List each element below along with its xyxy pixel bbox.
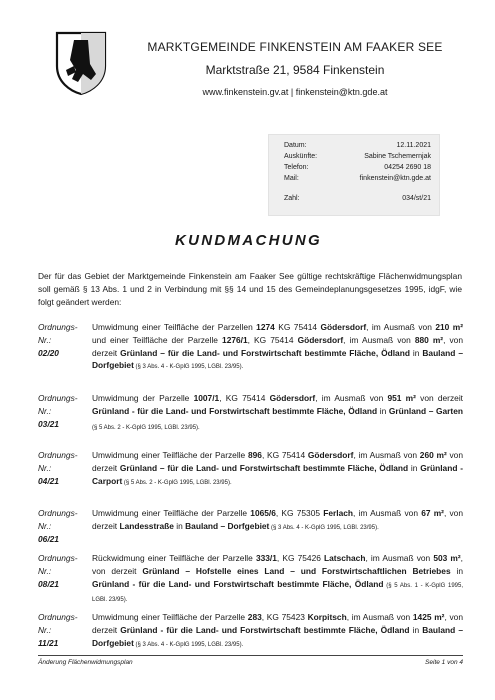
text-run: Umwidmung einer Teilfläche der Parzellen [92,322,257,332]
entry-label [38,449,88,487]
entry-label [38,321,88,359]
text-run: , im Ausmaß von [353,450,420,460]
text-run: Umwidmung der Parzelle [92,393,194,403]
footer-page-number: Seite 1 von 4 [425,659,463,666]
bold-term: Bauland – Dorfgebiet [92,624,463,648]
coat-of-arms-logo [54,30,108,96]
mail-label: Mail: [284,175,299,182]
entry-number: 02/20 [38,347,59,358]
info-row-telefon [269,164,439,174]
entry-label-text: Ordnungs-Nr.: [38,612,78,635]
intro-paragraph: Der für das Gebiet der Marktgemeinde Finkenstein am Faaker See gültige rechtskräftige Flächenwidmungsplan soll gemäß § 13 Abs. 1 und 2 in Verbindung mit §§ 14 und 15 des Gemeindeplanungsgesetzes 1995, idgF, wie folgt geändert werden: [38,271,462,307]
bold-term: Landesstraße [119,520,174,531]
entry-label-text: Ordnungs-Nr.: [38,322,78,345]
bold-term: Ferlach [323,508,354,518]
entry-text [92,507,463,535]
reference-info-box [268,134,440,216]
bold-term: 880 m² [414,334,444,345]
text-run: , KG 75426 [276,553,325,563]
info-row-mail [269,175,439,185]
entry-number: 06/21 [38,533,59,544]
bold-term: Bauland – Dorfgebiet [92,347,463,371]
text-run: Rückwidmung einer Teilfläche der Parzelle [92,553,256,563]
entry-label [38,392,88,430]
entry-text [92,611,463,651]
municipality-name: MARKTGEMEINDE FINKENSTEIN AM FAAKER SEE [147,40,443,54]
bold-term: Grünland – für die Land- und Forstwirtschaft bestimmte Fläche, Ödland [119,462,409,473]
text-run: , KG 75414 [261,450,308,460]
zahl-value: 034/st/21 [402,195,431,202]
bold-term: Grünland - Carport [92,462,463,486]
entry-number: 11/21 [38,637,59,648]
text-run: , im Ausmaß von [366,322,436,332]
info-row-auskunft [269,153,439,163]
entry-text [92,552,463,607]
entry-label-text: Ordnungs-Nr.: [38,508,78,531]
entry-number: 08/21 [38,578,59,589]
bold-term: Grünland – Garten [388,405,463,416]
entry-label-text: Ordnungs-Nr.: [38,553,78,576]
entry-number: 04/21 [38,475,59,486]
text-run: in [450,565,463,576]
bold-term: Grünland - für die Land- und Forstwirtschaft bestimmte Fläche, Ödland [92,578,384,589]
text-run: Umwidmung einer Teilfläche der Parzelle [92,450,248,460]
text-run: in [408,462,421,473]
bold-term: Gödersdorf [269,393,316,403]
bold-term: Gödersdorf [297,334,344,345]
text-run: , KG 75305 [275,508,324,518]
text-run: , KG 75414 [219,393,270,403]
bold-term: 1274 [256,322,275,332]
text-run: , KG 75414 [247,334,298,345]
auskunft-value: Sabine Tschemernjak [364,153,431,160]
bold-term: Grünland – Hofstelle eines Land – und Forstwirtschaftlichen Betriebes [142,565,451,576]
bold-term: Gödersdorf [307,450,354,460]
legal-reference: (§ 5 Abs. 2 - K-GplG 1995, LGBl. 23/95). [92,424,200,431]
entry-text [92,392,463,434]
text-run: , im Ausmaß von [353,508,422,518]
auskunft-label: Auskünfte: [284,153,318,160]
bold-term: Korpitsch [307,612,347,622]
text-run: , von derzeit [92,508,463,531]
text-run: , von derzeit [92,334,463,358]
text-run: in [377,405,389,416]
text-run: , im Ausmaß von [365,553,434,563]
telefon-label: Telefon: [284,164,309,171]
text-run: und einer Teilfläche der Parzelle [92,334,223,345]
bold-term: 67 m² [421,508,444,518]
entry-label [38,507,88,545]
datum-label: Datum: [284,142,307,149]
mail-value: finkenstein@ktn.gde.at [359,175,431,182]
info-row-zahl [269,195,439,205]
text-run: , im Ausmaß von [315,393,388,403]
bold-term: Gödersdorf [320,322,367,332]
municipality-address: Marktstraße 21, 9584 Finkenstein [205,63,385,77]
bold-term: Grünland - für die Land- und Forstwirtschaft bestimmte Fläche, Ödland [120,624,410,635]
info-row-datum [269,142,439,152]
text-run: in [409,624,423,635]
bold-term: 1007/1 [193,393,220,403]
text-run: , KG 75423 [261,612,308,622]
datum-value: 12.11.2021 [396,142,431,149]
entry-number: 03/21 [38,418,59,429]
bold-term: 210 m² [435,322,463,332]
legal-reference: (§ 3 Abs. 4 - K-GplG 1995, LGBl. 23/95). [133,641,244,648]
footer-document-name: Änderung Flächenwidmungsplan [38,659,133,666]
text-run: , im Ausmaß von [343,334,415,345]
bold-term: 1065/6 [250,508,276,518]
legal-reference: (§ 3 Abs. 4 - K-GplG 1995, LGBl. 23/95). [269,524,379,531]
bold-term: 283 [247,612,262,622]
bold-term: 503 m² [433,553,461,563]
bold-term: 260 m² [419,450,447,460]
text-run: von derzeit [92,450,463,473]
text-run: Umwidmung einer Teilfläche der Parzelle [92,612,248,622]
telefon-value: 04254 2690 18 [384,164,431,171]
bold-term: Latschach [324,553,366,563]
bold-term: 896 [247,450,262,460]
municipality-web-contact: www.finkenstein.gv.at | finkenstein@ktn.gde.at [202,87,388,97]
entry-label-text: Ordnungs-Nr.: [38,393,78,416]
bold-term: Grünland – für die Land- und Forstwirtschaft bestimmte Fläche, Ödland [120,347,410,358]
text-run: KG 75414 [274,322,321,332]
legal-reference: (§ 5 Abs. 1 - K-GplG 1995, LGBl. 23/95). [92,582,463,604]
entry-label [38,611,88,649]
entry-label [38,552,88,590]
text-run: , von derzeit [92,612,463,635]
text-run: Umwidmung einer Teilfläche der Parzelle [92,508,251,518]
bold-term: Bauland – Dorfgebiet [185,520,270,531]
bold-term: 951 m² [387,393,416,403]
text-run: , im Ausmaß von [346,612,413,622]
bold-term: Grünland - für die Land- und Forstwirtschaft bestimmte Fläche, Ödland [92,405,378,416]
document-title: KUNDMACHUNG [175,232,322,249]
text-run: , von derzeit [92,553,463,576]
footer-divider [38,655,463,656]
legal-reference: (§ 3 Abs. 4 - K-GplG 1995, LGBl. 23/95). [133,364,244,371]
text-run: in [409,347,423,358]
entry-text [92,449,463,489]
text-run: von derzeit [415,393,464,403]
legal-reference: (§ 5 Abs. 2 - K-GplG 1995, LGBl. 23/95). [122,479,232,486]
entry-label-text: Ordnungs-Nr.: [38,450,78,473]
entry-text [92,321,463,374]
bold-term: 1276/1 [222,334,248,345]
zahl-label: Zahl: [284,195,300,202]
bold-term: 1425 m² [412,612,445,622]
bold-term: 333/1 [255,553,277,563]
text-run: in [173,520,186,531]
